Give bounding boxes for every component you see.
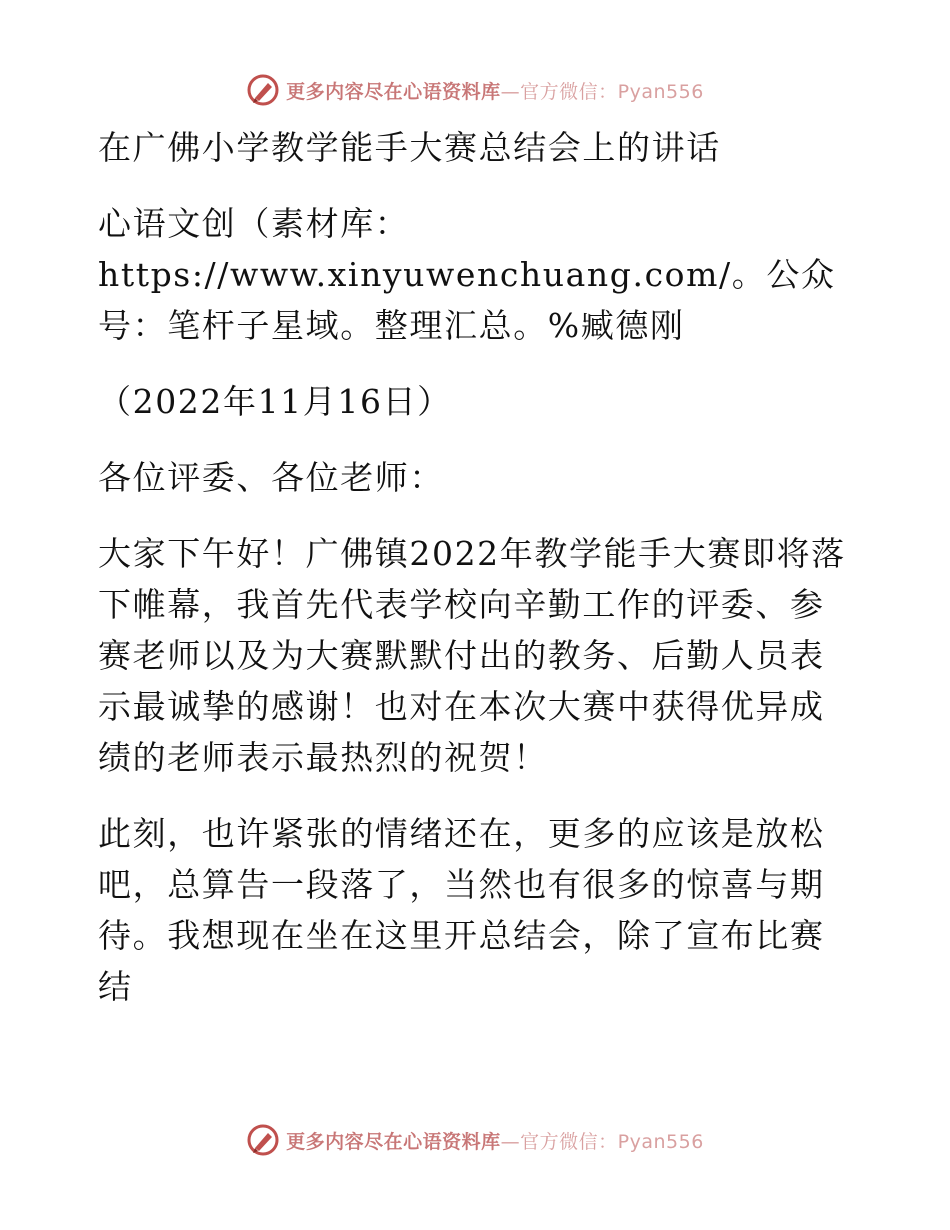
date-line: （2022年11月16日） xyxy=(98,382,452,421)
watermark-footer xyxy=(0,1120,950,1160)
greeting: 各位评委、各位老师： xyxy=(98,458,444,497)
pen-logo-icon xyxy=(246,1123,280,1157)
pen-logo-icon xyxy=(246,73,280,107)
document-title: 在广佛小学教学能手大赛总结会上的讲话 xyxy=(98,128,721,167)
source-line: 心语文创（素材库：https://www.xinyuwenchuang.com/。公众号：笔杆子星域。整理汇总。%臧德刚 xyxy=(98,204,836,345)
paragraph: 此刻，也许紧张的情绪还在，更多的应该是放松吧，总算告一段落了，当然也有很多的惊喜与期待。我想现在坐在这里开总结会，除了宣布比赛结 xyxy=(98,814,825,1006)
paragraph: 大家下午好！广佛镇2022年教学能手大赛即将落下帷幕，我首先代表学校向辛勤工作的评委、参赛老师以及为大赛默默付出的教务、后勤人员表示最诚挚的感谢！也对在本次大赛中获得优异成绩的老师表示最热烈的祝贺！ xyxy=(98,534,846,777)
watermark-text: 更多内容尽在心语资料库—官方微信：Pyan556 xyxy=(286,1130,704,1153)
watermark-header xyxy=(0,70,950,110)
watermark-text: 更多内容尽在心语资料库—官方微信：Pyan556 xyxy=(286,80,704,103)
document-body xyxy=(98,122,858,1012)
